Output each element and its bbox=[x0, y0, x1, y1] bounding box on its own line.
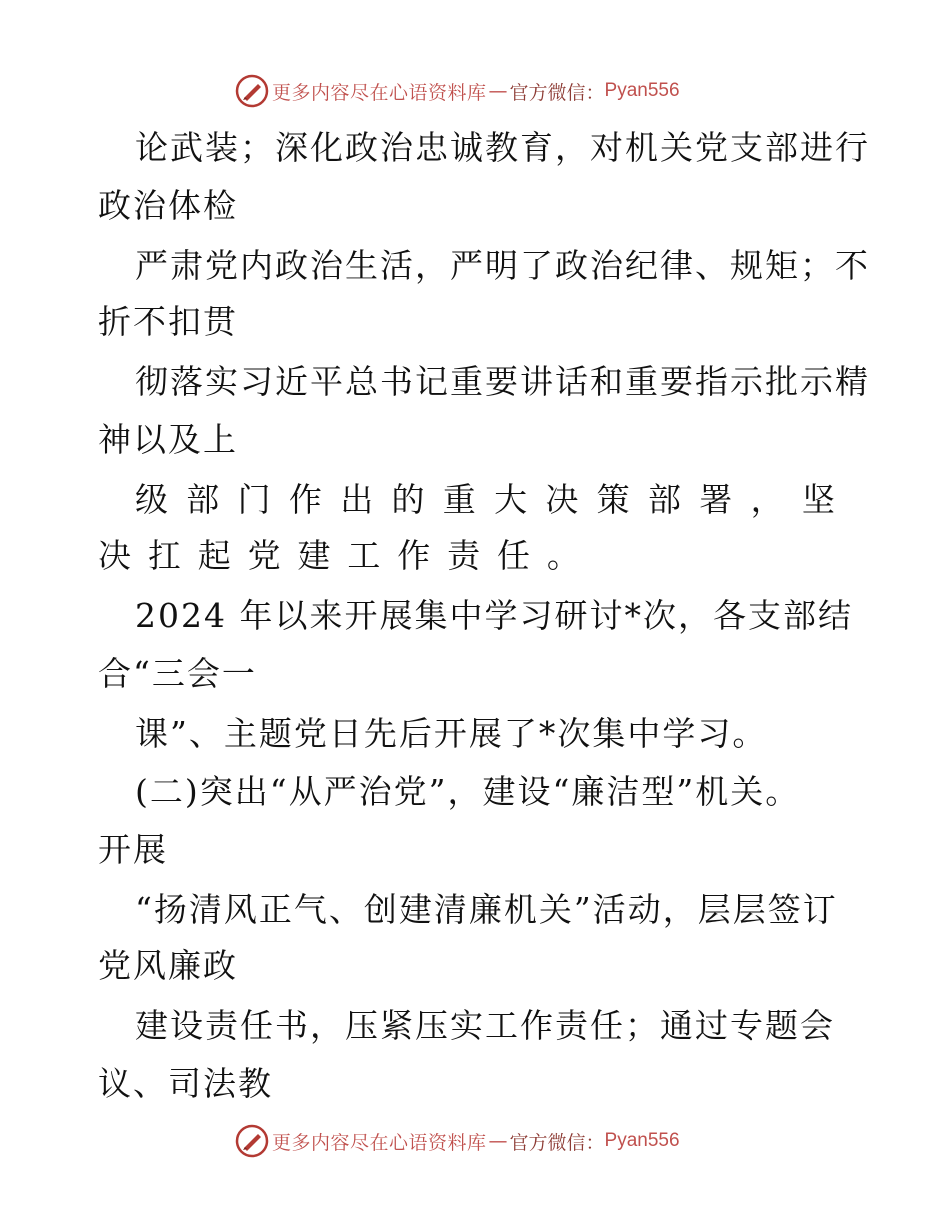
text-line: 2024 年以来开展集中学习研讨*次，各支部结 bbox=[135, 596, 853, 635]
text-line: 合“三会一 bbox=[98, 654, 257, 693]
watermark-label: 官方微信： bbox=[509, 1131, 605, 1154]
text-line: 论武装；深化政治忠诚教育，对机关党支部进行 bbox=[135, 128, 870, 167]
text-line bbox=[135, 480, 835, 520]
watermark-brand: 更多内容尽在心语资料库 bbox=[272, 1131, 487, 1154]
text-char: 起 bbox=[197, 536, 231, 575]
text-char: 大 bbox=[494, 480, 528, 519]
watermark-footer bbox=[235, 1123, 680, 1159]
text-char: 责 bbox=[447, 536, 481, 575]
watermark-handle: Pyan556 bbox=[604, 1130, 680, 1151]
text-line: 课”、主题党日先后开展了*次集中学习。 bbox=[135, 714, 768, 753]
text-char: 决 bbox=[545, 480, 579, 519]
text-char: 任 bbox=[497, 536, 530, 575]
text-char: 工 bbox=[347, 536, 381, 575]
watermark-separator: — bbox=[488, 1130, 508, 1152]
text-char: 作 bbox=[397, 536, 431, 575]
text-char: 重 bbox=[442, 480, 476, 519]
text-line: 政治体检 bbox=[98, 186, 238, 225]
text-char: 的 bbox=[391, 480, 425, 519]
text-char: 扛 bbox=[147, 536, 181, 575]
text-line bbox=[98, 536, 580, 576]
text-char: 作 bbox=[288, 480, 322, 519]
section-heading: (二)突出“从严治党”，建设“廉洁型”机关。 bbox=[135, 772, 801, 811]
text-char: 署 bbox=[699, 480, 733, 519]
text-line: 折不扣贯 bbox=[98, 302, 238, 341]
watermark-header bbox=[235, 73, 680, 109]
text-char: 部 bbox=[647, 480, 681, 519]
watermark-handle: Pyan556 bbox=[604, 80, 680, 101]
text-line: “扬清风正气、创建清廉机关”活动，层层签订 bbox=[135, 890, 838, 929]
text-char: 级 bbox=[135, 480, 168, 519]
logo-icon bbox=[235, 1124, 269, 1158]
logo-icon bbox=[235, 74, 269, 108]
text-line: 开展 bbox=[98, 830, 168, 869]
text-char: 建 bbox=[297, 536, 331, 575]
watermark-separator: — bbox=[488, 80, 508, 102]
text-line: 建设责任书，压紧压实工作责任；通过专题会 bbox=[135, 1006, 835, 1045]
text-char: 策 bbox=[596, 480, 630, 519]
text-char: 门 bbox=[237, 480, 271, 519]
text-char: 出 bbox=[340, 480, 374, 519]
text-line: 党风廉政 bbox=[98, 946, 238, 985]
text-char: ， bbox=[750, 480, 784, 519]
text-char: 部 bbox=[186, 480, 220, 519]
text-line: 彻落实习近平总书记重要讲话和重要指示批示精 bbox=[135, 362, 870, 401]
text-line: 议、司法教 bbox=[98, 1064, 273, 1103]
watermark-label: 官方微信： bbox=[509, 81, 605, 104]
text-char: 决 bbox=[98, 536, 131, 575]
text-char: 。 bbox=[546, 536, 580, 575]
watermark-brand: 更多内容尽在心语资料库 bbox=[272, 81, 487, 104]
text-line: 神以及上 bbox=[98, 420, 238, 459]
text-char: 党 bbox=[247, 536, 281, 575]
text-line: 严肃党内政治生活，严明了政治纪律、规矩；不 bbox=[135, 246, 870, 285]
text-char: 坚 bbox=[801, 480, 835, 519]
